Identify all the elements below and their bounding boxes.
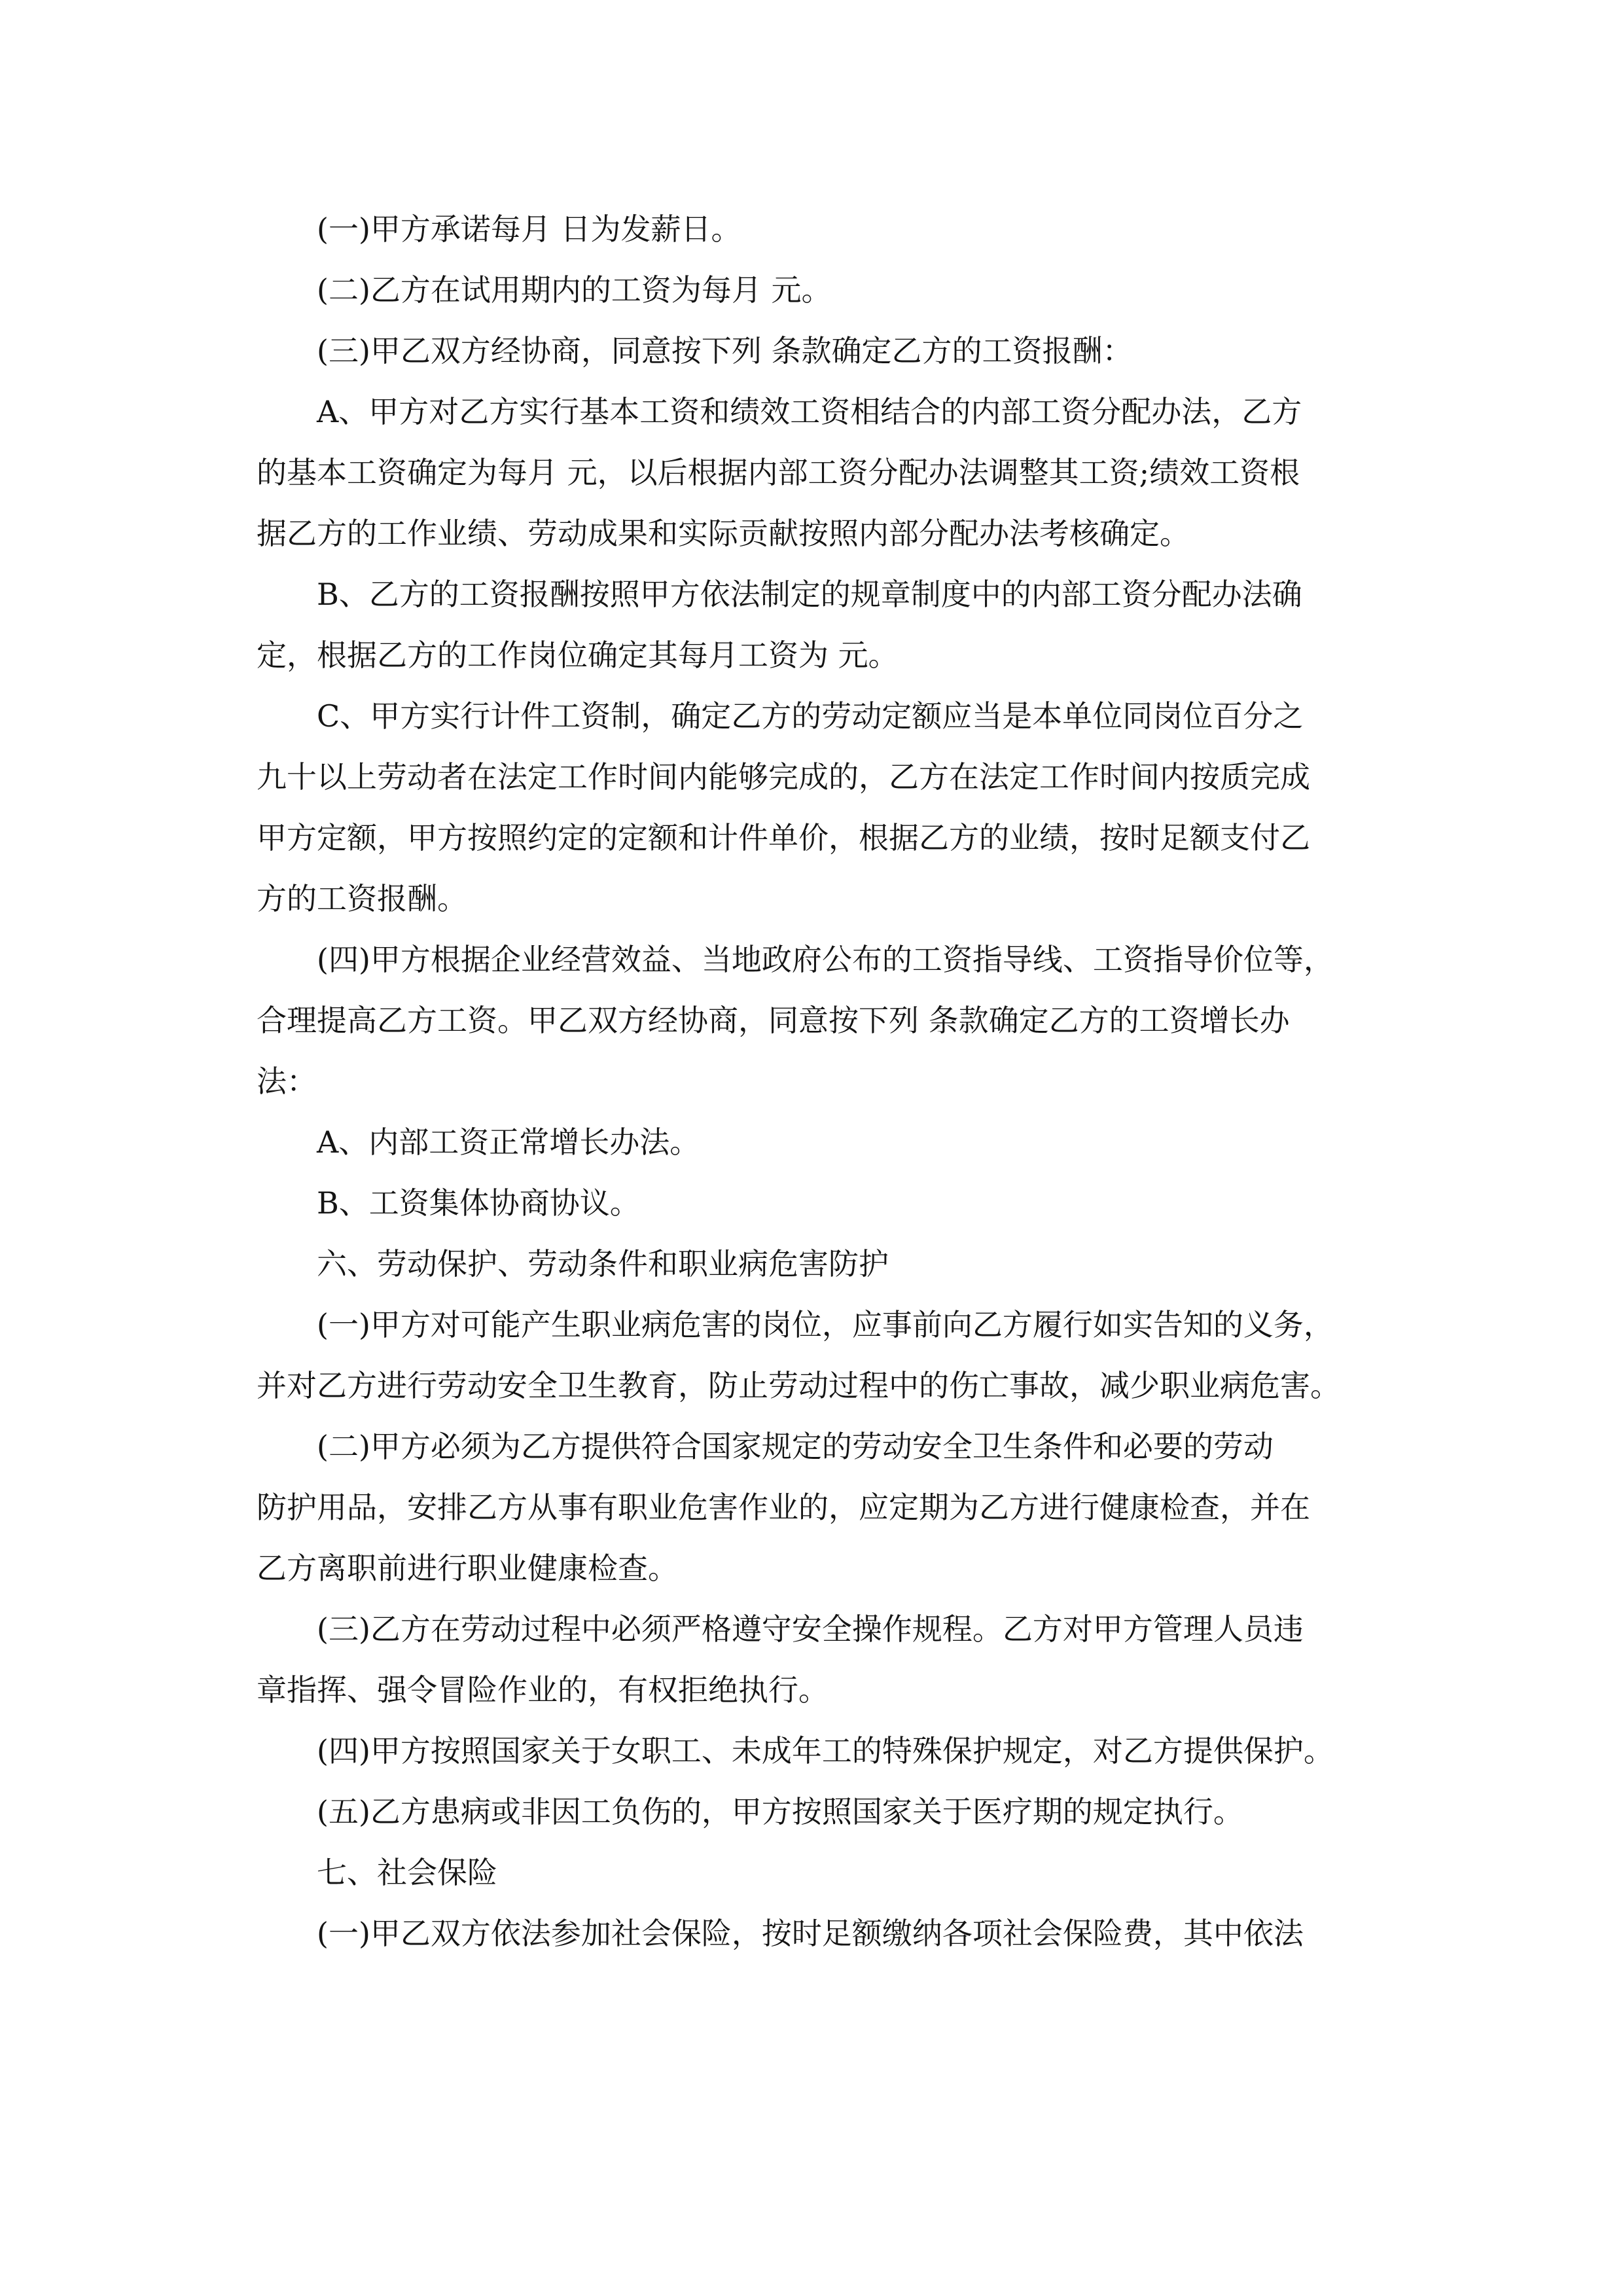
paragraph-line: (三)乙方在劳动过程中必须严格遵守安全操作规程。乙方对甲方管理人员违 [317,1611,1304,1647]
paragraph-line: C、甲方实行计件工资制，确定乙方的劳动定额应当是本单位同岗位百分之 [317,698,1304,734]
paragraph-line: 防护用品，安排乙方从事有职业危害作业的，应定期为乙方进行健康检查，并在 [257,1490,1310,1525]
paragraph-line: B、乙方的工资报酬按照甲方依法制定的规章制度中的内部工资分配办法确 [317,577,1302,612]
paragraph-line: (一)甲方承诺每月 日为发薪日。 [317,211,741,247]
paragraph-line: (二)乙方在试用期内的工资为每月 元。 [317,272,832,308]
section-heading: 七、社会保险 [317,1855,497,1890]
paragraph-line: 乙方离职前进行职业健康检查。 [257,1551,678,1586]
paragraph-line: (一)甲方对可能产生职业病危害的岗位，应事前向乙方履行如实告知的义务， [317,1307,1334,1342]
paragraph-line: 九十以上劳动者在法定工作时间内能够完成的，乙方在法定工作时间内按质完成 [257,759,1310,795]
paragraph-line: A、甲方对乙方实行基本工资和绩效工资相结合的内部工资分配办法，乙方 [317,394,1302,429]
paragraph-line: 据乙方的工作业绩、劳动成果和实际贡献按照内部分配办法考核确定。 [257,516,1190,551]
paragraph-line: 的基本工资确定为每月 元，以后根据内部工资分配办法调整其工资;绩效工资根 [257,455,1300,490]
paragraph-line: 章指挥、强令冒险作业的，有权拒绝执行。 [257,1672,829,1708]
paragraph-line: (三)甲乙双方经协商，同意按下列 条款确定乙方的工资报酬： [317,333,1133,368]
paragraph-line: (四)甲方按照国家关于女职工、未成年工的特殊保护规定，对乙方提供保护。 [317,1733,1334,1768]
paragraph-line: (二)甲方必须为乙方提供符合国家规定的劳动安全卫生条件和必要的劳动 [317,1429,1274,1464]
paragraph-line: B、工资集体协商协议。 [317,1185,640,1221]
paragraph-line: 合理提高乙方工资。甲乙双方经协商，同意按下列 条款确定乙方的工资增长办 [257,1003,1290,1038]
paragraph-line: 甲方定额，甲方按照约定的定额和计件单价，根据乙方的业绩，按时足额支付乙 [257,820,1310,855]
paragraph-line: (五)乙方患病或非因工负伤的，甲方按照国家关于医疗期的规定执行。 [317,1794,1243,1829]
paragraph-line: 定，根据乙方的工作岗位确定其每月工资为 元。 [257,637,899,673]
paragraph-line: 法： [257,1064,317,1099]
paragraph-line: 并对乙方进行劳动安全卫生教育，防止劳动过程中的伤亡事故，减少职业病危害。 [257,1368,1340,1403]
paragraph-line: (四)甲方根据企业经营效益、当地政府公布的工资指导线、工资指导价位等， [317,942,1334,977]
paragraph-line: 方的工资报酬。 [257,881,467,916]
paragraph-line: (一)甲乙双方依法参加社会保险，按时足额缴纳各项社会保险费，其中依法 [317,1916,1304,1951]
section-heading: 六、劳动保护、劳动条件和职业病危害防护 [317,1246,889,1282]
paragraph-line: A、内部工资正常增长办法。 [317,1124,700,1160]
